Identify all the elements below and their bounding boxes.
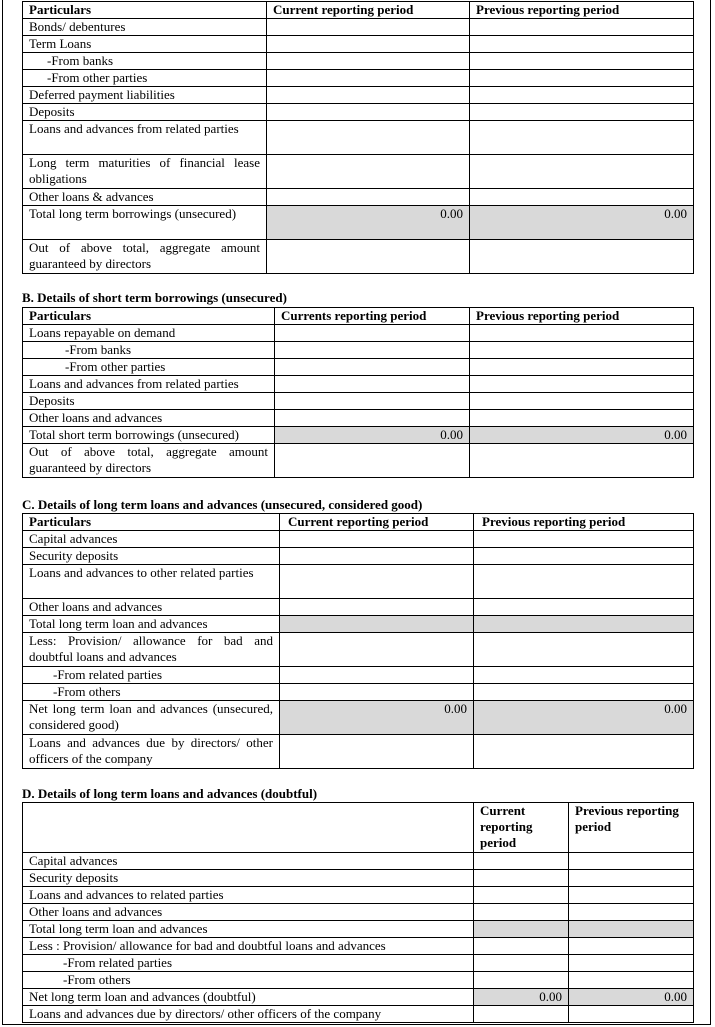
row-label: Loans and advances due by directors/ other officers of the company	[23, 1006, 474, 1023]
current-value[interactable]	[275, 359, 470, 376]
column-header-current: Current reporting period	[474, 803, 569, 853]
current-value[interactable]	[267, 189, 470, 206]
current-value[interactable]	[267, 70, 470, 87]
long-term-loans-good-table	[22, 513, 694, 769]
table-row	[23, 633, 694, 667]
previous-value[interactable]	[470, 342, 694, 359]
current-value[interactable]	[275, 393, 470, 410]
table-row	[23, 853, 694, 870]
previous-value[interactable]	[569, 870, 694, 887]
row-label: -From others	[23, 972, 474, 989]
column-header-current: Currents reporting period	[275, 308, 470, 325]
row-label: Total long term borrowings (unsecured)	[23, 206, 267, 240]
previous-value[interactable]	[569, 1006, 694, 1023]
table-row	[23, 376, 694, 393]
row-label: Capital advances	[23, 853, 474, 870]
previous-value[interactable]	[470, 359, 694, 376]
table-row	[23, 955, 694, 972]
previous-value[interactable]	[474, 565, 694, 599]
column-header-current: Current reporting period	[280, 514, 474, 531]
table-row	[23, 684, 694, 701]
row-label: Security deposits	[23, 548, 280, 565]
section-d-title: D. Details of long term loans and advances (doubtful)	[22, 786, 318, 801]
row-label: Long term maturities of financial lease obligations	[23, 155, 267, 189]
column-header-particulars: Particulars	[23, 514, 280, 531]
previous-total-value: 0.00	[569, 989, 694, 1006]
column-header-previous: Previous reporting period	[470, 308, 694, 325]
previous-value[interactable]	[474, 667, 694, 684]
current-value[interactable]	[275, 444, 470, 478]
row-label: Total short term borrowings (unsecured)	[23, 427, 275, 444]
current-value[interactable]	[275, 325, 470, 342]
table-row	[23, 938, 694, 955]
table-row	[23, 393, 694, 410]
table-row	[23, 548, 694, 565]
short-term-borrowings-table	[22, 307, 694, 478]
row-label: Security deposits	[23, 870, 474, 887]
column-header-particulars	[23, 803, 474, 853]
row-label: -From other parties	[23, 70, 267, 87]
previous-value[interactable]	[470, 121, 694, 155]
column-header-particulars: Particulars	[23, 2, 267, 19]
current-value[interactable]	[275, 410, 470, 427]
table-row	[23, 359, 694, 376]
table-row	[23, 972, 694, 989]
previous-total-value	[474, 616, 694, 633]
previous-total-value: 0.00	[474, 701, 694, 735]
current-value[interactable]	[474, 870, 569, 887]
table-row	[23, 444, 694, 478]
previous-value[interactable]	[569, 938, 694, 955]
net-total-row	[23, 701, 694, 735]
row-label: Total long term loan and advances	[23, 616, 280, 633]
previous-value[interactable]	[470, 325, 694, 342]
current-value[interactable]	[267, 121, 470, 155]
row-label: Other loans and advances	[23, 904, 474, 921]
previous-value[interactable]	[470, 393, 694, 410]
current-value[interactable]	[275, 342, 470, 359]
previous-value[interactable]	[470, 70, 694, 87]
row-label: -From others	[23, 684, 280, 701]
row-label: Capital advances	[23, 531, 280, 548]
table-header-row	[23, 2, 694, 19]
previous-value[interactable]	[569, 972, 694, 989]
row-label: Loans and advances from related parties	[23, 376, 275, 393]
table-row	[23, 904, 694, 921]
current-value[interactable]	[474, 887, 569, 904]
table-row	[23, 887, 694, 904]
current-value[interactable]	[267, 240, 470, 274]
table-row	[23, 53, 694, 70]
row-label: Less : Provision/ allowance for bad and doubtful loans and advances	[23, 938, 474, 955]
previous-value[interactable]	[569, 955, 694, 972]
column-header-previous: Previous reporting period	[470, 2, 694, 19]
row-label: Loans and advances from related parties	[23, 121, 267, 155]
previous-value[interactable]	[470, 240, 694, 274]
current-value[interactable]	[474, 955, 569, 972]
current-total-value	[280, 616, 474, 633]
previous-value[interactable]	[470, 189, 694, 206]
table-row	[23, 667, 694, 684]
current-value[interactable]	[474, 972, 569, 989]
row-label: Loans repayable on demand	[23, 325, 275, 342]
table-row	[23, 19, 694, 36]
previous-total-value: 0.00	[470, 206, 694, 240]
previous-value[interactable]	[474, 548, 694, 565]
previous-value[interactable]	[470, 410, 694, 427]
table-row	[23, 70, 694, 87]
current-value[interactable]	[267, 53, 470, 70]
row-label: Out of above total, aggregate amount guaranteed by directors	[23, 240, 267, 274]
previous-value[interactable]	[470, 87, 694, 104]
current-value[interactable]	[267, 36, 470, 53]
current-total-value: 0.00	[474, 989, 569, 1006]
current-value[interactable]	[267, 87, 470, 104]
current-total-value: 0.00	[275, 427, 470, 444]
row-label: Loans and advances to other related parties	[23, 565, 280, 599]
table-row	[23, 1006, 694, 1023]
table-row	[23, 342, 694, 359]
row-label: -From related parties	[23, 667, 280, 684]
table-row	[23, 599, 694, 616]
current-total-value: 0.00	[267, 206, 470, 240]
table-header-row	[23, 803, 694, 853]
row-label: Loans and advances to related parties	[23, 887, 474, 904]
row-label: Out of above total, aggregate amount guaranteed by directors	[23, 444, 275, 478]
table-row	[23, 565, 694, 599]
previous-value[interactable]	[474, 735, 694, 769]
current-value[interactable]	[474, 853, 569, 870]
current-value[interactable]	[474, 938, 569, 955]
row-label: Other loans and advances	[23, 599, 280, 616]
table-row	[23, 121, 694, 155]
row-label: Deposits	[23, 393, 275, 410]
table-row	[23, 36, 694, 53]
current-value[interactable]	[280, 684, 474, 701]
table-row	[23, 87, 694, 104]
previous-value[interactable]	[569, 887, 694, 904]
table-row	[23, 410, 694, 427]
previous-value[interactable]	[474, 599, 694, 616]
row-label: Deposits	[23, 104, 267, 121]
current-value[interactable]	[267, 155, 470, 189]
total-row	[23, 206, 694, 240]
current-value[interactable]	[280, 599, 474, 616]
current-value[interactable]	[280, 633, 474, 667]
table-row	[23, 189, 694, 206]
table-row	[23, 870, 694, 887]
total-row	[23, 921, 694, 938]
row-label: Other loans and advances	[23, 410, 275, 427]
table-row	[23, 104, 694, 121]
previous-value[interactable]	[474, 684, 694, 701]
current-value[interactable]	[474, 1006, 569, 1023]
row-label: Net long term loan and advances (unsecured, considered good)	[23, 701, 280, 735]
row-label: Term Loans	[23, 36, 267, 53]
column-header-previous: Previous reporting period	[569, 803, 694, 853]
row-label: Total long term loan and advances	[23, 921, 474, 938]
net-total-row	[23, 989, 694, 1006]
row-label: Net long term loan and advances (doubtful)	[23, 989, 474, 1006]
current-value[interactable]	[267, 104, 470, 121]
previous-value[interactable]	[470, 19, 694, 36]
row-label: Deferred payment liabilities	[23, 87, 267, 104]
previous-value[interactable]	[474, 531, 694, 548]
long-term-loans-doubtful-table	[22, 802, 694, 1023]
current-value[interactable]	[280, 531, 474, 548]
previous-value[interactable]	[569, 904, 694, 921]
current-value[interactable]	[474, 904, 569, 921]
total-row	[23, 616, 694, 633]
previous-value[interactable]	[470, 155, 694, 189]
previous-value[interactable]	[470, 104, 694, 121]
table-header-row	[23, 514, 694, 531]
section-b-title: B. Details of short term borrowings (unsecured)	[22, 290, 287, 305]
total-row	[23, 427, 694, 444]
table-row	[23, 325, 694, 342]
previous-value[interactable]	[470, 53, 694, 70]
column-header-current: Current reporting period	[267, 2, 470, 19]
previous-value[interactable]	[470, 444, 694, 478]
row-label: Other loans & advances	[23, 189, 267, 206]
current-value[interactable]	[275, 376, 470, 393]
current-value[interactable]	[280, 667, 474, 684]
row-label: -From banks	[23, 53, 267, 70]
previous-total-value	[569, 921, 694, 938]
current-value[interactable]	[280, 565, 474, 599]
row-label: Less: Provision/ allowance for bad and doubtful loans and advances	[23, 633, 280, 667]
table-row	[23, 240, 694, 274]
column-header-particulars: Particulars	[23, 308, 275, 325]
row-label: -From banks	[23, 342, 275, 359]
table-row	[23, 531, 694, 548]
current-total-value	[474, 921, 569, 938]
previous-total-value: 0.00	[470, 427, 694, 444]
table-row	[23, 735, 694, 769]
long-term-borrowings-table	[22, 1, 694, 274]
previous-value[interactable]	[474, 633, 694, 667]
previous-value[interactable]	[470, 376, 694, 393]
section-c-title: C. Details of long term loans and advances (unsecured, considered good)	[22, 497, 423, 512]
table-header-row	[23, 308, 694, 325]
column-header-previous: Previous reporting period	[474, 514, 694, 531]
row-label: Loans and advances due by directors/ other officers of the company	[23, 735, 280, 769]
current-total-value: 0.00	[280, 701, 474, 735]
current-value[interactable]	[267, 19, 470, 36]
previous-value[interactable]	[569, 853, 694, 870]
table-row	[23, 155, 694, 189]
current-value[interactable]	[280, 735, 474, 769]
previous-value[interactable]	[470, 36, 694, 53]
current-value[interactable]	[280, 548, 474, 565]
row-label: -From other parties	[23, 359, 275, 376]
row-label: Bonds/ debentures	[23, 19, 267, 36]
row-label: -From related parties	[23, 955, 474, 972]
